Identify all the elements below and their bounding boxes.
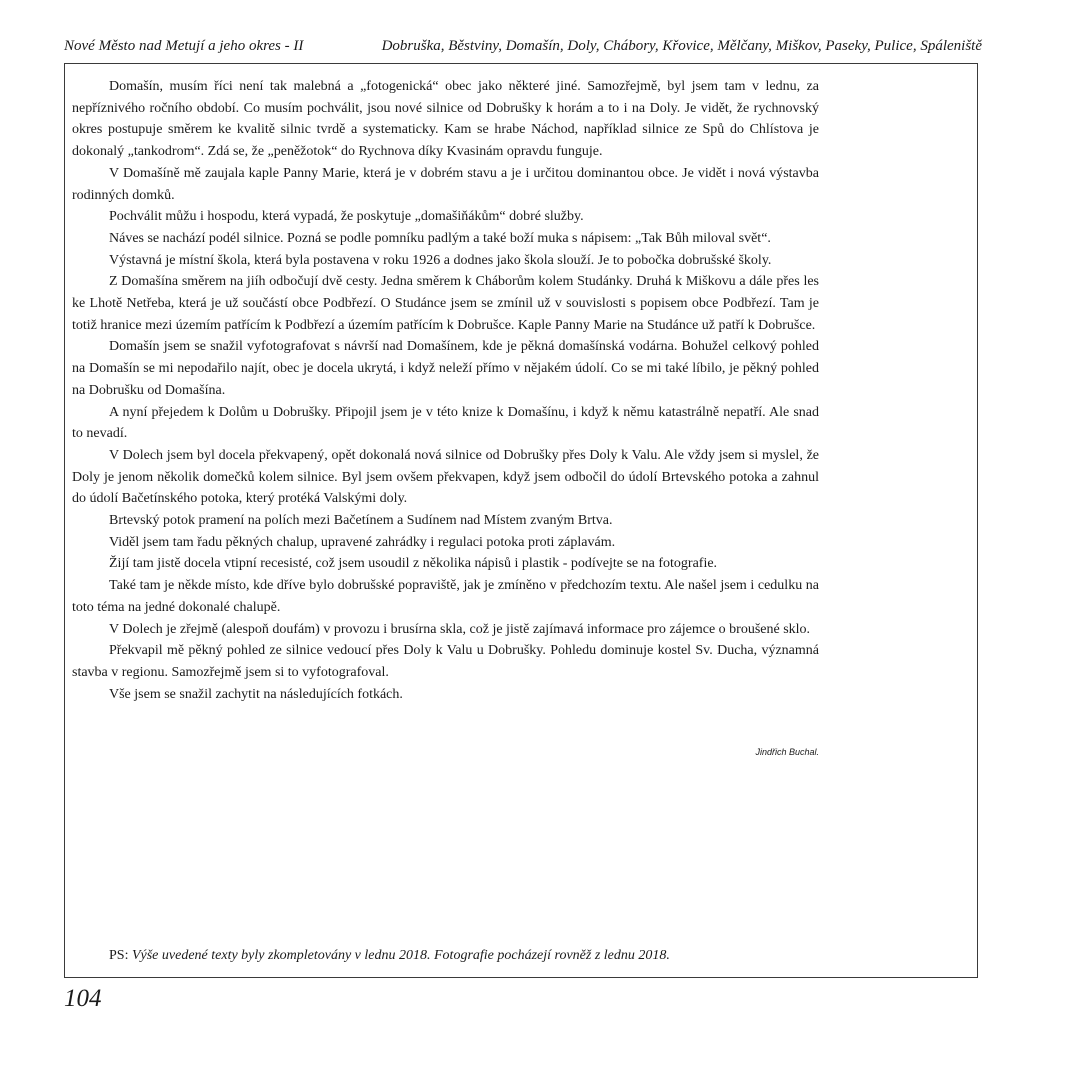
paragraph: V Dolech je zřejmě (alespoň doufám) v provozu i brusírna skla, což je jistě zajímavá informace pro zájemce o broušené sklo. <box>109 621 811 637</box>
postscript-label: PS: <box>109 948 129 963</box>
running-header-book-title: Nové Město nad Metují a jeho okres - II <box>64 38 304 54</box>
paragraph: Vše jsem se snažil zachytit na následujících fotkách. <box>109 686 403 702</box>
postscript-note <box>109 948 969 964</box>
postscript-text: Výše uvedené texty byly zkompletovány v lednu 2018. Fotografie pocházejí rovněž z lednu 2018. <box>131 948 670 963</box>
running-header-chapter-places: Dobruška, Běstviny, Domašín, Doly, Chábory, Křovice, Mělčany, Miškov, Paseky, Pulice, Spáleniště <box>381 38 982 54</box>
paragraph: Žijí tam jistě docela vtipní recesisté, což jsem usoudil z několika nápisů i plastik - podívejte se na fotografie. <box>109 556 718 572</box>
paragraph: Výstavná je místní škola, která byla postavena v roku 1926 a dodnes jako škola slouží. Je to pobočka dobrušské školy. <box>109 252 772 268</box>
paragraph: Z Domašína směrem na jiíh odbočují dvě cesty. Jedna směrem k Cháborům kolem Studánky. Druhá k Miškovu a dále přes les ke Lhotě Netřeba, která je už součástí obce Podbřezí. O Studánce jsem se zmínil už v souvislosti s popisem obce Podbřezí. Tam je totiž hranice mezi územím patřícím k Podbřezí a územím patřícím k Dobrušce. Kaple Panny Marie na Studánce už patří k Dobrušce. <box>72 274 819 333</box>
paragraph: Viděl jsem tam řadu pěkných chalup, upravené zahrádky i regulaci potoka proti záplavám. <box>109 534 616 550</box>
paragraph: Brtevský potok pramení na polích mezi Bačetínem a Sudínem nad Místem zvaným Brtva. <box>109 513 613 529</box>
paragraph: Také tam je někde místo, kde dříve bylo dobrušské popraviště, jak je zmíněno v předchozím textu. Ale našel jsem i cedulku na toto téma na jedné dokonalé chalupě. <box>72 578 819 615</box>
paragraph: Pochválit můžu i hospodu, která vypadá, že poskytuje „domašiňákům“ dobré služby. <box>109 209 584 225</box>
paragraph: Náves se nachází podél silnice. Pozná se podle pomníku padlým a také boží muka s nápisem: „Tak Bůh miloval svět“. <box>109 230 771 246</box>
paragraph: V Domašíně mě zaujala kaple Panny Marie, která je v dobrém stavu a je i určitou dominantou obce. Je vidět i nová výstavba rodinných domků. <box>72 165 819 203</box>
author-signature: Jindřich Buchal. <box>755 747 819 757</box>
running-header <box>64 38 982 58</box>
page-number: 104 <box>64 985 102 1012</box>
paragraph: A nyní přejedem k Dolům u Dobrušky. Připojil jsem je v této knize k Domašínu, i když k němu katastrálně nepatří. Ale snad to nevadí. <box>72 404 819 442</box>
paragraph: Domašín, musím říci není tak malebná a „fotogenická“ obec jako některé jiné. Samozřejmě, byl jsem tam v lednu, za nepříznivého ročního období. Co musím pochválit, jsou nové silnice od Dobrušky k horám a to i na Doly. Je vidět, že rychnovský okres postupuje směrem ke kvalitě silnic tvrdě a systematicky. Kam se hrabe Náchod, například silnice ze Spů do Chlístova je dokonalý „tankodrom“. Zdá se, že „peněžotok“ do Rychnova díky Kvasinám opravdu funguje. <box>72 79 819 160</box>
paragraph: Překvapil mě pěkný pohled ze silnice vedoucí přes Doly k Valu u Dobrušky. Pohledu dominuje kostel Sv. Ducha, významná stavba v regionu. Samozřejmě jsem si to vyfotografoval. <box>72 643 819 680</box>
paragraph: V Dolech jsem byl docela překvapený, opět dokonalá nová silnice od Dobrušky přes Doly k Valu. Ale vždy jsem si myslel, že Doly je jenom několik domečků kolem silnice. Byl jsem ovšem překvapen, když jsem odbočil do údolí Brtevského potoka a zahnul do údolí Bačetínského potoka, který protéká Valskými doly. <box>72 447 819 507</box>
article-body <box>72 76 819 705</box>
paragraph: Domašín jsem se snažil vyfotografovat s návrší nad Domašínem, kde je pěkná domašínská vodárna. Bohužel celkový pohled na Domašín se mi nepodařilo najít, obec je docela ukrytá, i když neleží přímo v nějakém údolí. Co se mi také líbilo, je pěkný pohled na Dobrušku od Domašína. <box>72 339 819 398</box>
